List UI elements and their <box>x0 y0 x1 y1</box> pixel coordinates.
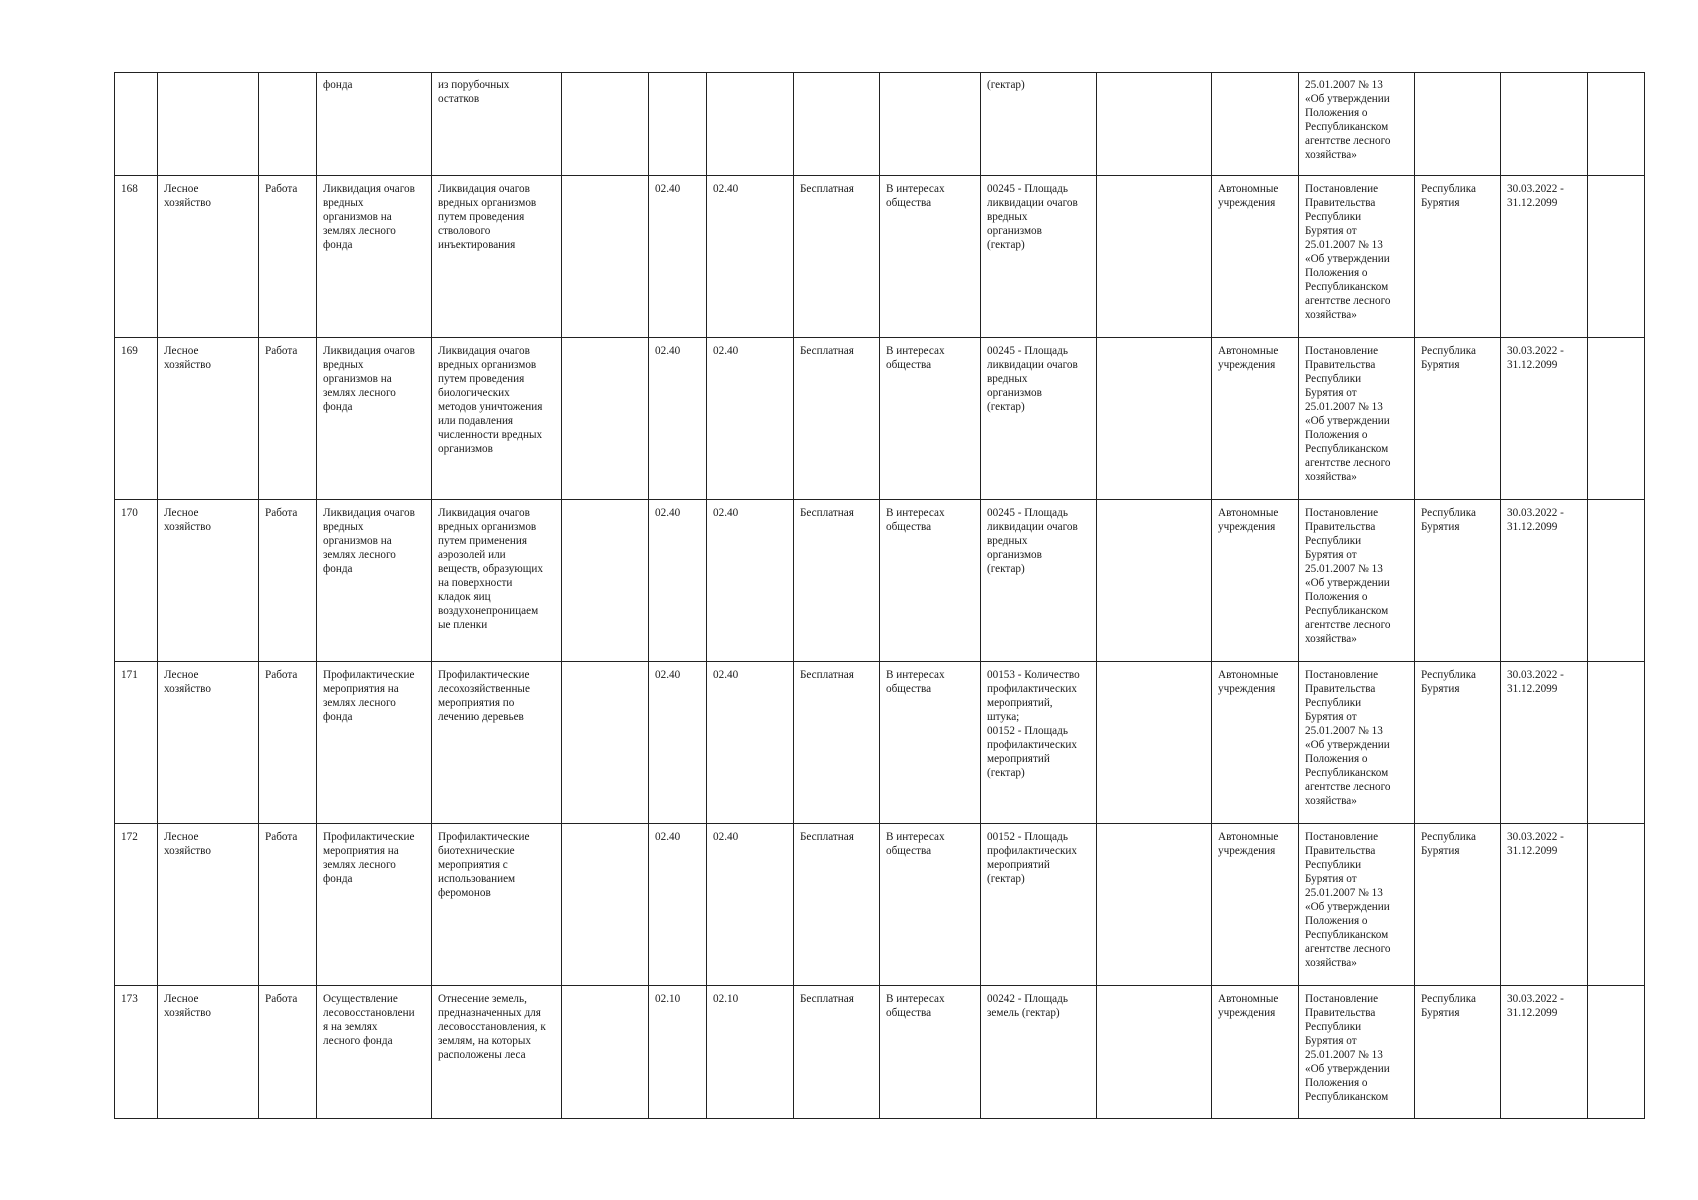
cell-number: 171 <box>115 662 158 824</box>
cell-institution: Автономные учреждения <box>1212 662 1299 824</box>
cell-content: Отнесение земель, предназначенных для лесовосстановления, к землям, на которых расположены леса <box>432 986 562 1119</box>
cell-extra-2 <box>1097 986 1212 1119</box>
cell-indicator: 00242 - Площадь земель (гектар) <box>981 986 1097 1119</box>
cell-institution <box>1212 73 1299 176</box>
cell-code-2: 02.40 <box>707 176 794 338</box>
cell-extra-1 <box>562 176 649 338</box>
cell-code-2: 02.40 <box>707 824 794 986</box>
cell-code-2: 02.40 <box>707 662 794 824</box>
cell-code-1: 02.10 <box>649 986 707 1119</box>
cell-interests: В интересах общества <box>880 662 981 824</box>
table-row <box>115 662 1645 824</box>
cell-content: Профилактические лесохозяйственные мероприятия по лечению деревьев <box>432 662 562 824</box>
cell-name: Профилактические мероприятия на землях лесного фонда <box>317 824 432 986</box>
cell-number: 170 <box>115 500 158 662</box>
cell-type: Работа <box>259 500 317 662</box>
cell-region: Республика Бурятия <box>1415 824 1501 986</box>
cell-institution: Автономные учреждения <box>1212 986 1299 1119</box>
cell-region: Республика Бурятия <box>1415 338 1501 500</box>
cell-indicator: 00245 - Площадь ликвидации очагов вредных организмов (гектар) <box>981 176 1097 338</box>
cell-number: 172 <box>115 824 158 986</box>
cell-name: фонда <box>317 73 432 176</box>
table-row <box>115 73 1645 176</box>
cell-code-2: 02.40 <box>707 500 794 662</box>
cell-indicator: (гектар) <box>981 73 1097 176</box>
cell-name: Ликвидация очагов вредных организмов на землях лесного фонда <box>317 338 432 500</box>
cell-period: 30.03.2022 - 31.12.2099 <box>1501 500 1588 662</box>
cell-extra-3 <box>1588 176 1645 338</box>
cell-document: Постановление Правительства Республики Бурятия от 25.01.2007 № 13 «Об утверждении Положения о Республиканском <box>1299 986 1415 1119</box>
cell-document: Постановление Правительства Республики Бурятия от 25.01.2007 № 13 «Об утверждении Положения о Республиканском агентстве лесного хозяйства» <box>1299 824 1415 986</box>
cell-document: 25.01.2007 № 13 «Об утверждении Положения о Республиканском агентстве лесного хозяйства» <box>1299 73 1415 176</box>
cell-indicator: 00153 - Количество профилактических мероприятий, штука; 00152 - Площадь профилактических мероприятий (гектар) <box>981 662 1097 824</box>
cell-payment <box>794 73 880 176</box>
cell-extra-1 <box>562 73 649 176</box>
cell-content: Ликвидация очагов вредных организмов путем проведения биологических методов уничтожения или подавления численности вредных организмов <box>432 338 562 500</box>
cell-name: Осуществление лесовосстановлени я на землях лесного фонда <box>317 986 432 1119</box>
cell-extra-2 <box>1097 176 1212 338</box>
cell-institution: Автономные учреждения <box>1212 338 1299 500</box>
cell-extra-1 <box>562 824 649 986</box>
cell-document: Постановление Правительства Республики Бурятия от 25.01.2007 № 13 «Об утверждении Положения о Республиканском агентстве лесного хозяйства» <box>1299 500 1415 662</box>
cell-period: 30.03.2022 - 31.12.2099 <box>1501 176 1588 338</box>
cell-sector <box>158 73 259 176</box>
cell-sector: Лесное хозяйство <box>158 176 259 338</box>
cell-extra-3 <box>1588 338 1645 500</box>
cell-extra-1 <box>562 500 649 662</box>
cell-name: Ликвидация очагов вредных организмов на землях лесного фонда <box>317 500 432 662</box>
cell-sector: Лесное хозяйство <box>158 986 259 1119</box>
cell-region: Республика Бурятия <box>1415 986 1501 1119</box>
cell-code-2: 02.40 <box>707 338 794 500</box>
cell-number: 169 <box>115 338 158 500</box>
cell-indicator: 00245 - Площадь ликвидации очагов вредных организмов (гектар) <box>981 500 1097 662</box>
cell-period: 30.03.2022 - 31.12.2099 <box>1501 338 1588 500</box>
cell-name: Ликвидация очагов вредных организмов на землях лесного фонда <box>317 176 432 338</box>
cell-period: 30.03.2022 - 31.12.2099 <box>1501 986 1588 1119</box>
cell-interests: В интересах общества <box>880 500 981 662</box>
cell-indicator: 00152 - Площадь профилактических мероприятий (гектар) <box>981 824 1097 986</box>
cell-document: Постановление Правительства Республики Бурятия от 25.01.2007 № 13 «Об утверждении Положения о Республиканском агентстве лесного хозяйства» <box>1299 662 1415 824</box>
table-row <box>115 176 1645 338</box>
cell-code-1: 02.40 <box>649 338 707 500</box>
cell-code-1 <box>649 73 707 176</box>
table-row <box>115 986 1645 1119</box>
cell-extra-3 <box>1588 824 1645 986</box>
cell-region: Республика Бурятия <box>1415 662 1501 824</box>
cell-code-1: 02.40 <box>649 176 707 338</box>
table-row <box>115 824 1645 986</box>
table-row <box>115 500 1645 662</box>
cell-extra-1 <box>562 986 649 1119</box>
cell-document: Постановление Правительства Республики Бурятия от 25.01.2007 № 13 «Об утверждении Положения о Республиканском агентстве лесного хозяйства» <box>1299 338 1415 500</box>
cell-interests: В интересах общества <box>880 986 981 1119</box>
cell-interests: В интересах общества <box>880 176 981 338</box>
cell-content: Профилактические биотехнические мероприятия с использованием феромонов <box>432 824 562 986</box>
cell-interests: В интересах общества <box>880 824 981 986</box>
cell-sector: Лесное хозяйство <box>158 500 259 662</box>
cell-content: Ликвидация очагов вредных организмов путем проведения стволового инъектирования <box>432 176 562 338</box>
cell-number: 168 <box>115 176 158 338</box>
cell-period: 30.03.2022 - 31.12.2099 <box>1501 824 1588 986</box>
cell-extra-3 <box>1588 500 1645 662</box>
cell-type: Работа <box>259 662 317 824</box>
cell-code-1: 02.40 <box>649 662 707 824</box>
cell-payment: Бесплатная <box>794 986 880 1119</box>
cell-code-2 <box>707 73 794 176</box>
cell-document: Постановление Правительства Республики Бурятия от 25.01.2007 № 13 «Об утверждении Положения о Республиканском агентстве лесного хозяйства» <box>1299 176 1415 338</box>
cell-indicator: 00245 - Площадь ликвидации очагов вредных организмов (гектар) <box>981 338 1097 500</box>
cell-content: Ликвидация очагов вредных организмов путем применения аэрозолей или веществ, образующих на поверхности кладок яиц воздухонепроницаем ые пленки <box>432 500 562 662</box>
cell-extra-2 <box>1097 500 1212 662</box>
cell-payment: Бесплатная <box>794 176 880 338</box>
cell-extra-2 <box>1097 824 1212 986</box>
cell-period: 30.03.2022 - 31.12.2099 <box>1501 662 1588 824</box>
cell-type: Работа <box>259 338 317 500</box>
cell-payment: Бесплатная <box>794 662 880 824</box>
cell-interests <box>880 73 981 176</box>
cell-region: Республика Бурятия <box>1415 500 1501 662</box>
cell-sector: Лесное хозяйство <box>158 662 259 824</box>
cell-extra-3 <box>1588 73 1645 176</box>
cell-number <box>115 73 158 176</box>
table-row <box>115 338 1645 500</box>
cell-extra-1 <box>562 662 649 824</box>
cell-payment: Бесплатная <box>794 338 880 500</box>
cell-region: Республика Бурятия <box>1415 176 1501 338</box>
cell-code-2: 02.10 <box>707 986 794 1119</box>
registry-table <box>114 72 1645 1119</box>
cell-payment: Бесплатная <box>794 500 880 662</box>
cell-type: Работа <box>259 824 317 986</box>
cell-extra-3 <box>1588 662 1645 824</box>
cell-type: Работа <box>259 986 317 1119</box>
cell-code-1: 02.40 <box>649 500 707 662</box>
cell-extra-2 <box>1097 662 1212 824</box>
cell-name: Профилактические мероприятия на землях лесного фонда <box>317 662 432 824</box>
cell-type <box>259 73 317 176</box>
cell-institution: Автономные учреждения <box>1212 176 1299 338</box>
cell-payment: Бесплатная <box>794 824 880 986</box>
cell-type: Работа <box>259 176 317 338</box>
cell-extra-3 <box>1588 986 1645 1119</box>
cell-period <box>1501 73 1588 176</box>
cell-sector: Лесное хозяйство <box>158 338 259 500</box>
cell-code-1: 02.40 <box>649 824 707 986</box>
cell-region <box>1415 73 1501 176</box>
cell-extra-1 <box>562 338 649 500</box>
table-body <box>115 73 1645 1119</box>
cell-content: из порубочных остатков <box>432 73 562 176</box>
cell-institution: Автономные учреждения <box>1212 824 1299 986</box>
cell-extra-2 <box>1097 73 1212 176</box>
cell-sector: Лесное хозяйство <box>158 824 259 986</box>
cell-extra-2 <box>1097 338 1212 500</box>
cell-institution: Автономные учреждения <box>1212 500 1299 662</box>
cell-interests: В интересах общества <box>880 338 981 500</box>
cell-number: 173 <box>115 986 158 1119</box>
